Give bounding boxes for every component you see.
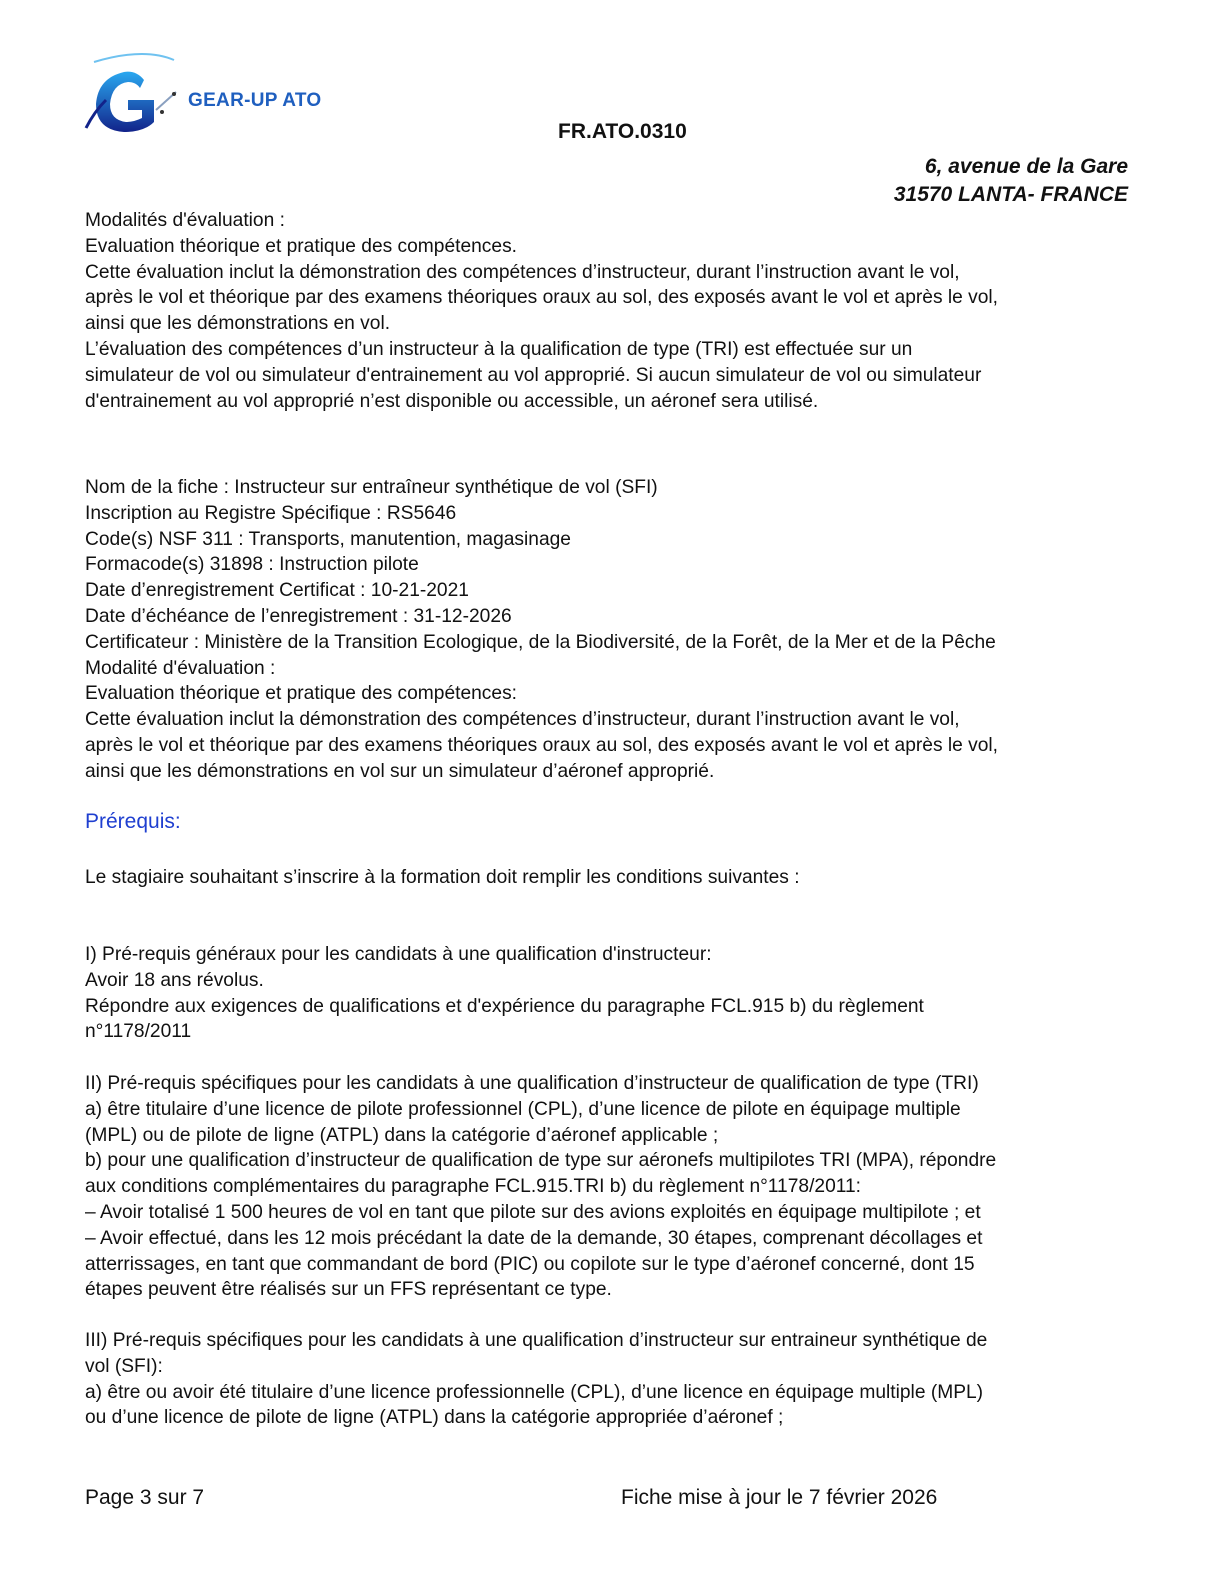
registry-entry: Inscription au Registre Spécifique : RS5646: [85, 502, 457, 524]
text-line: ainsi que les démonstrations en vol.: [85, 313, 391, 335]
text-line: I) Pré-requis généraux pour les candidats à une qualification d'instructeur:: [85, 944, 712, 965]
fiche-name: Nom de la fiche : Instructeur sur entraîneur synthétique de vol (SFI): [85, 477, 658, 498]
text-line: a) être ou avoir été titulaire d’une licence professionnelle (CPL), d’une licence en équipage multiple (MPL): [85, 1381, 984, 1403]
text-line: Evaluation théorique et pratique des compétences.: [85, 235, 517, 257]
text-line: Modalités d'évaluation :: [85, 210, 285, 231]
text-line: Le stagiaire souhaitant s’inscrire à la formation doit remplir les conditions suivantes :: [85, 867, 800, 888]
company-logo: [84, 52, 344, 138]
text-line: Avoir 18 ans révolus.: [85, 969, 264, 991]
formacode: Formacode(s) 31898 : Instruction pilote: [85, 554, 419, 576]
text-line: étapes peuvent être réalisés sur un FFS représentant ce type.: [85, 1279, 612, 1301]
text-line: après le vol et théorique par des examens théoriques oraux au sol, des exposés avant le vol et après le vol,: [85, 734, 999, 756]
text-line: III) Pré-requis spécifiques pour les candidats à une qualification d’instructeur sur entraineur synthétique de: [85, 1330, 988, 1351]
prerequis-general: [85, 942, 1145, 1045]
text-line: Répondre aux exigences de qualifications et d'expérience du paragraphe FCL.915 b) du règlement: [85, 995, 924, 1017]
text-line: après le vol et théorique par des examens théoriques oraux au sol, des exposés avant le vol et après le vol,: [85, 287, 999, 309]
prerequis-heading: Prérequis:: [85, 810, 181, 833]
text-line: Modalité d'évaluation :: [85, 657, 276, 679]
nsf-code: Code(s) NSF 311 : Transports, manutention, magasinage: [85, 528, 571, 550]
text-line: Cette évaluation inclut la démonstration des compétences d’instructeur, durant l’instruction avant le vol,: [85, 709, 960, 731]
text-line: – Avoir effectué, dans les 12 mois précédant la date de la demande, 30 étapes, comprenant décollages et: [85, 1227, 983, 1249]
text-line: n°1178/2011: [85, 1021, 192, 1043]
prerequis-sfi: [85, 1328, 1145, 1431]
logo-text: GEAR-UP ATO: [188, 90, 322, 111]
address-line-1: 6, avenue de la Gare: [924, 155, 1128, 178]
text-line: ou d’une licence de pilote de ligne (ATPL) dans la catégorie appropriée d’aéronef ;: [85, 1407, 784, 1429]
update-date: Fiche mise à jour le 7 février 2026: [621, 1486, 938, 1509]
logo-g-icon: [84, 52, 184, 138]
text-line: d'entrainement au vol approprié n’est disponible ou accessible, un aéronef sera utilisé.: [85, 390, 819, 412]
prerequis-intro: [85, 865, 1145, 891]
text-line: II) Pré-requis spécifiques pour les candidats à une qualification d’instructeur de qualification de type (TRI): [85, 1073, 979, 1094]
text-line: Evaluation théorique et pratique des compétences:: [85, 683, 517, 705]
text-line: aux conditions complémentaires du paragraphe FCL.915.TRI b) du règlement n°1178/2011:: [85, 1176, 861, 1198]
text-line: Cette évaluation inclut la démonstration des compétences d’instructeur, durant l’instruction avant le vol,: [85, 261, 960, 283]
document-code: FR.ATO.0310: [558, 120, 687, 143]
text-line: simulateur de vol ou simulateur d'entrainement au vol approprié. Si aucun simulateur de vol ou simulateur: [85, 364, 982, 386]
text-line: (MPL) ou de pilote de ligne (ATPL) dans la catégorie d’aéronef applicable ;: [85, 1124, 719, 1146]
page-number: Page 3 sur 7: [85, 1486, 205, 1509]
text-line: atterrissages, en tant que commandant de bord (PIC) ou copilote sur le type d’aéronef concerné, dont 15: [85, 1253, 975, 1275]
address-line-2: 31570 LANTA- FRANCE: [893, 183, 1128, 206]
certifier: Certificateur : Ministère de la Transition Ecologique, de la Biodiversité, de la Forêt, de la Mer et de la Pêche: [85, 631, 996, 653]
address: [894, 153, 1128, 209]
text-line: L’évaluation des compétences d’un instructeur à la qualification de type (TRI) est effectuée sur un: [85, 338, 913, 360]
text-line: a) être titulaire d’une licence de pilote professionnel (CPL), d’une licence de pilote en équipage multiple: [85, 1098, 961, 1120]
text-line: b) pour une qualification d’instructeur de qualification de type sur aéronefs multipilotes TRI (MPA), répondre: [85, 1150, 997, 1172]
text-line: vol (SFI):: [85, 1355, 163, 1377]
prerequis-tri: [85, 1071, 1145, 1303]
evaluation-section: [85, 208, 1145, 414]
text-line: ainsi que les démonstrations en vol sur un simulateur d’aéronef approprié.: [85, 760, 715, 782]
expiry-date: Date d’échéance de l’enregistrement : 31-12-2026: [85, 605, 512, 627]
certification-info-section: [85, 475, 1145, 785]
text-line: – Avoir totalisé 1 500 heures de vol en tant que pilote sur des avions exploités en équipage multipilote ; et: [85, 1201, 981, 1223]
registration-date: Date d’enregistrement Certificat : 10-21-2021: [85, 580, 469, 602]
